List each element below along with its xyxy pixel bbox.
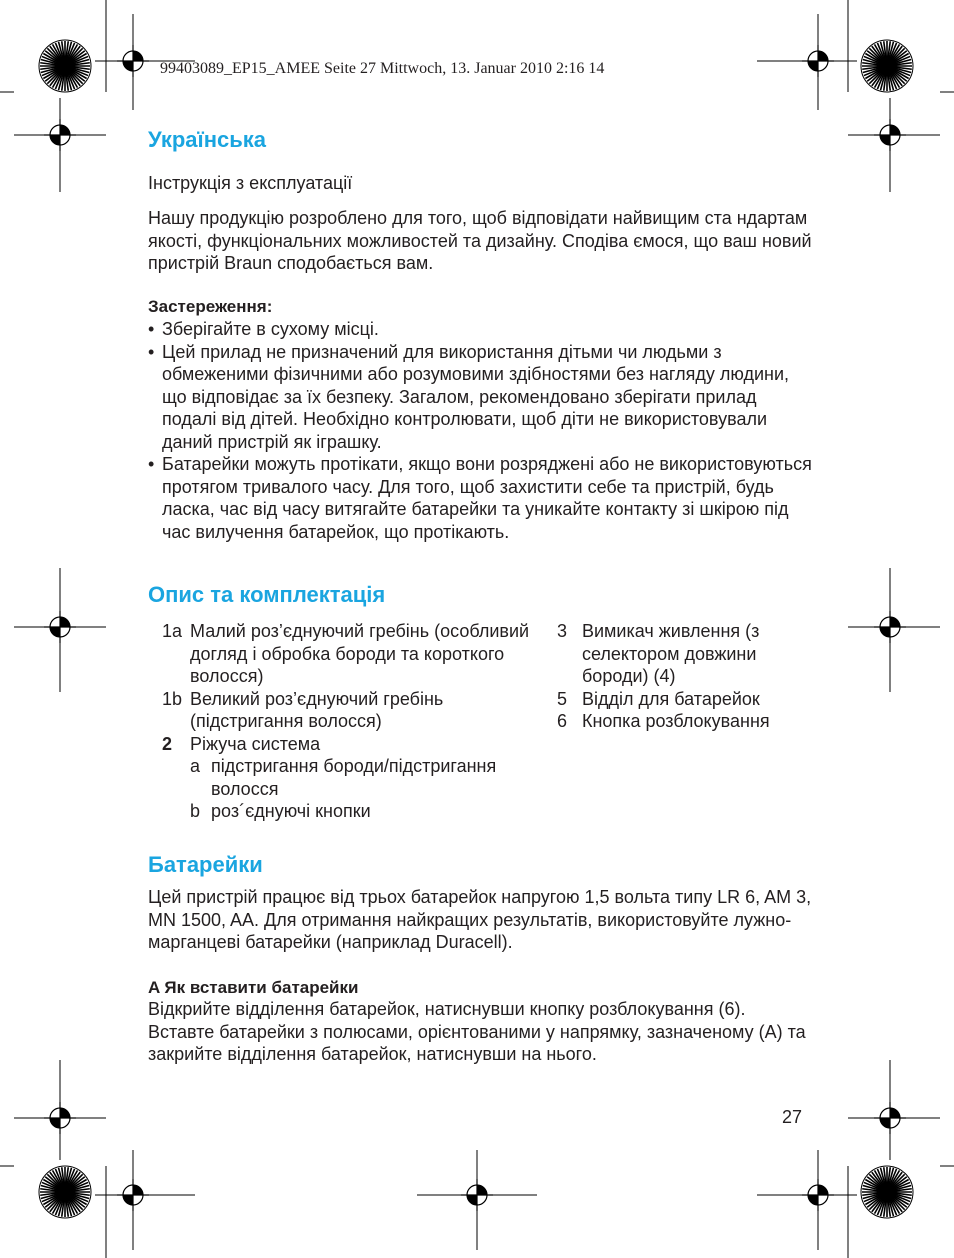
registration-mark [802, 1179, 834, 1211]
warnings-list [148, 318, 813, 543]
intro-text: Нашу продукцію розроблено для того, щоб відповідати найвищим ста ндартам якості, функціональних можливостей та дизайну. Сподіва ємося, що ваш новий пристрій [148, 208, 812, 273]
list-item [162, 733, 542, 756]
list-item: • Батарейки можуть протікати, якщо вони розряджені або не використовуються протягом тривалого часу. Для того, щоб захистити себе та пристрій, будь ласка, час від часу витягайте батарейки та уникайте контакту зі шкірою під час вилучення батарейок, що протікають. [148, 453, 813, 543]
intro-text-end: сподобається вам. [272, 253, 434, 273]
registration-mark [874, 1102, 906, 1134]
list-item [557, 688, 807, 711]
item-number: 3 [557, 621, 568, 641]
item-text: Великий роз’єднуючий гребінь (підстригання волосся) [190, 688, 444, 731]
section-heading-batteries: Батарейки [148, 852, 263, 877]
item-text: роз´єднуючі кнопки [211, 801, 371, 821]
registration-mark [461, 1179, 493, 1211]
registration-mark [802, 45, 834, 77]
batteries-paragraph: Цей пристрій працює від трьох батарейок напругою 1,5 вольта типу LR 6, AM 3, MN 1500, AA. Для отримання найкращих результатів, використовуйте лужно-марганцеві батарейки (наприклад Duracell). [148, 887, 812, 952]
list-subitem [162, 755, 542, 800]
list-item [557, 620, 807, 688]
item-letter: a [190, 756, 201, 776]
print-slug-line: 99403089_EP15_AMEE Seite 27 Mittwoch, 13. Januar 2010 2:16 14 [160, 60, 605, 77]
item-text: Кнопка розблокування [582, 711, 770, 731]
registration-mark [874, 611, 906, 643]
page-number: 27 [782, 1107, 803, 1127]
list-item: • Зберігайте в сухому місці. [148, 318, 813, 341]
item-number: 2 [162, 733, 173, 754]
intro-paragraph [148, 207, 813, 275]
item-text: Вимикач живлення (з селектором довжини бороди) (4) [582, 621, 760, 686]
registration-mark [874, 119, 906, 151]
list-item [162, 688, 542, 733]
warnings-heading: Застереження: [148, 297, 273, 316]
insert-batteries-paragraph: Відкрийте відділення батарейок, натиснувши кнопку розблокування (6). Вставте батарейки з полюсами, орієнтованими у напрямку, зазначеному (A) та закрийте відділення батарейок, натиснувши на нього. [148, 999, 806, 1064]
item-number: 1a [162, 621, 183, 641]
item-number: 6 [557, 711, 568, 731]
registration-mark [117, 45, 149, 77]
starburst-mark-bottom-left [39, 1166, 91, 1218]
registration-mark [44, 119, 76, 151]
list-item [557, 710, 807, 733]
insert-batteries-heading: A Як вставити батарейки [148, 978, 359, 997]
starburst-mark-bottom-right [861, 1166, 913, 1218]
page-subtitle: Інструкція з експлуатації [148, 173, 353, 193]
section-heading-description: Опис та комплектація [148, 582, 386, 607]
registration-mark [117, 1179, 149, 1211]
item-text: підстригання бороди/підстригання волосся [211, 756, 497, 799]
item-letter: b [190, 801, 201, 821]
item-text: Відділ для батарейок [582, 688, 760, 709]
list-subitem [162, 800, 542, 823]
description-list-left [162, 620, 542, 823]
item-text: Ріжуча система [190, 733, 321, 754]
list-item [162, 620, 542, 688]
item-number: 5 [557, 688, 568, 709]
starburst-mark-top-left [39, 40, 91, 92]
starburst-mark-top-right [861, 40, 913, 92]
registration-mark [44, 1102, 76, 1134]
brand-name: Braun [224, 253, 273, 273]
item-text: Малий роз’єднуючий гребінь (особливий догляд і обробка бороди та короткого волосся) [190, 621, 530, 686]
item-number: 1b [162, 688, 183, 709]
description-list-right [557, 620, 807, 733]
list-item: • Цей прилад не призначений для використання дітьми чи людьми з обмеженими фізичними або розумовими здібностями без нагляду людини, що відповідає за їх безпеку. Загалом, рекомендовано зберігати прилад подалі від дітей. Необхідно контролювати, щоб діти не використовували даний пристрій як іграшку. [148, 341, 813, 454]
registration-mark [44, 611, 76, 643]
page-title: Українська [148, 127, 267, 152]
